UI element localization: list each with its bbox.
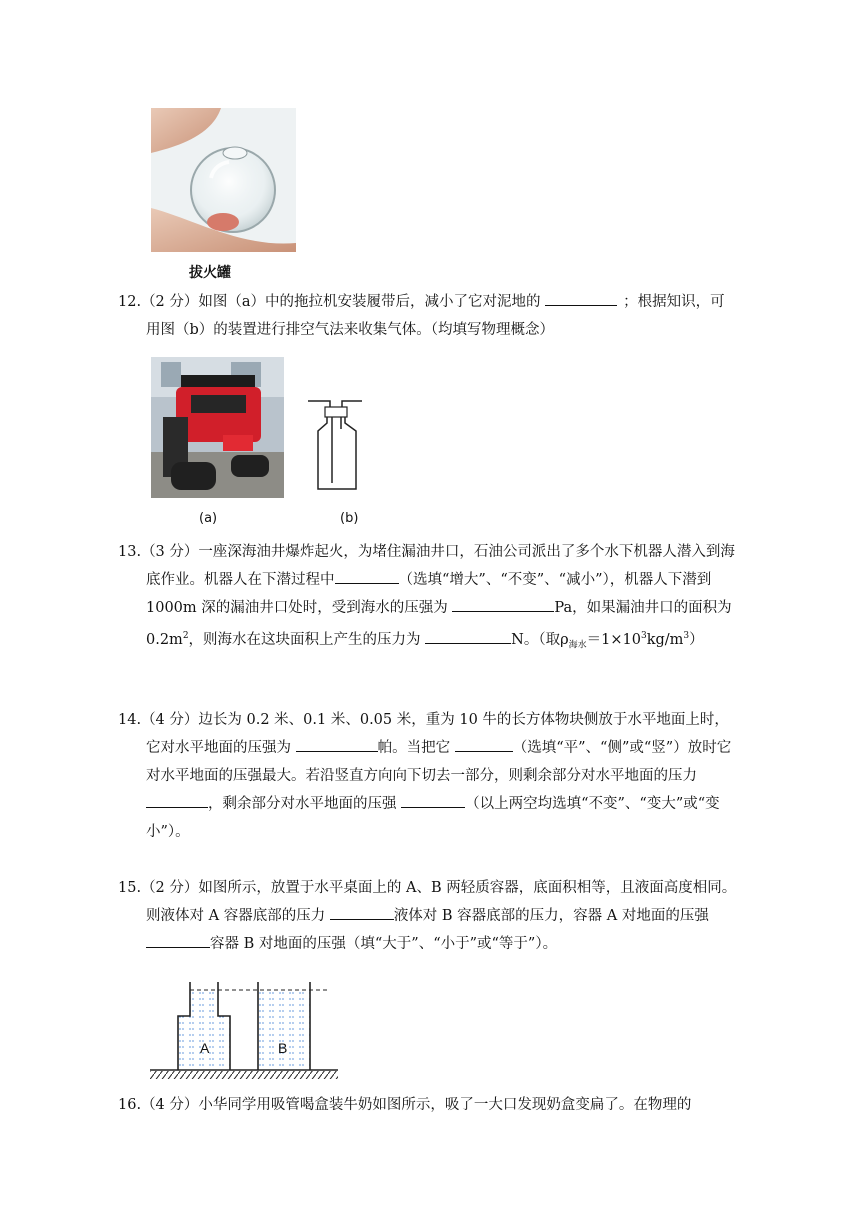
question-text: 如图（a）中的拖拉机安装履带后，减小了它对泥地的 xyxy=(198,294,541,310)
question-13 xyxy=(118,538,738,660)
answer-blank[interactable] xyxy=(335,567,399,584)
question-16 xyxy=(118,1091,738,1119)
question-15 xyxy=(118,874,738,958)
question-score: （4 分） xyxy=(141,1097,199,1113)
question-number: 12. xyxy=(118,294,142,310)
question-text: （以上两空均选填“不变”、“变大”或“变小”）。 xyxy=(146,796,720,840)
superscript: 2 xyxy=(182,631,189,641)
question-text: ，则海水在这块面积上产生的压力为 xyxy=(188,631,421,648)
question-text: ） xyxy=(689,631,704,648)
question-number: 13. xyxy=(118,544,142,560)
question-12 xyxy=(118,288,738,344)
tractor-caption: (a) xyxy=(199,511,218,526)
question-text: kg/m xyxy=(646,631,684,648)
question-score: （2 分） xyxy=(141,880,199,896)
answer-blank[interactable] xyxy=(425,627,511,644)
question-text: 如图所示，放置于水平桌面上的 A、B 两轻质容器，底面积相等，且液面高度相同。则液体对 A 容器底部的压力 xyxy=(146,880,737,924)
question-number: 16. xyxy=(118,1097,142,1113)
answer-blank[interactable] xyxy=(146,791,208,808)
question-number: 14. xyxy=(118,712,142,728)
answer-blank[interactable] xyxy=(452,595,554,612)
cupping-caption: 拔火罐 xyxy=(189,265,231,281)
question-text: ＝1×10 xyxy=(586,631,641,648)
answer-blank[interactable] xyxy=(296,735,378,752)
question-text: 帕。当把它 xyxy=(377,740,451,756)
answer-blank[interactable] xyxy=(455,735,513,752)
question-text: 边长为 0.2 米、0.1 米、0.05 米，重为 10 牛的长方体物块侧放于水平地面上时，它对水平地面的压强为 xyxy=(146,712,729,756)
subscript: 海水 xyxy=(568,640,587,651)
gas-bottle-diagram xyxy=(300,395,370,495)
answer-blank[interactable] xyxy=(330,903,394,920)
question-text: ；根据 xyxy=(623,294,667,310)
container-b-label: B xyxy=(278,1040,288,1056)
bottle-caption: (b) xyxy=(340,511,359,526)
answer-blank[interactable] xyxy=(146,931,210,948)
containers-diagram xyxy=(148,978,343,1084)
question-score: （3 分） xyxy=(141,544,199,560)
question-text: 液体对 B 容器底部的压力，容器 A 对地面的压强 xyxy=(393,908,709,924)
question-score: （2 分） xyxy=(141,294,199,310)
question-text: N。（取ρ xyxy=(511,631,569,648)
answer-blank[interactable] xyxy=(401,791,465,808)
answer-blank[interactable] xyxy=(545,289,617,306)
question-score: （4 分） xyxy=(141,712,199,728)
question-14 xyxy=(118,706,738,846)
container-a-label: A xyxy=(200,1040,210,1056)
superscript: 3 xyxy=(640,631,647,641)
question-text: （选填“平”、“侧”或“竖”）放时它对水平地面的压强最大。若沿竖直方向向下切去一部分，则剩余部分对水平地面的压力 xyxy=(146,740,732,784)
tractor-photo xyxy=(151,357,284,498)
cupping-photo xyxy=(151,108,296,252)
question-text: 容器 B 对地面的压强（填“大于”、“小于”或“等于”）。 xyxy=(210,936,558,952)
question-text: （选填“增大”、“不变”、“减小”），机器人下潜到1000m 深的漏油井口处时，受到海水的压强为 xyxy=(146,572,712,616)
question-text: 小华同学用吸管喝盒装牛奶如图所示，吸了一大口发现奶盒变扁了。在物理的 xyxy=(198,1097,692,1113)
question-text: ，剩余部分对水平地面的压强 xyxy=(208,796,397,812)
question-number: 15. xyxy=(118,880,142,896)
superscript: 3 xyxy=(683,631,690,641)
question-text: 一座深海油井爆炸起火，为堵住漏油井口，石油公司派出了多个水下机器人潜入到海底作业。机器人在下潜过程中 xyxy=(146,544,735,588)
question-text: 知识，可用图（b）的装置进行排空气法来收集气体。（均填写物理概念） xyxy=(146,294,725,338)
question-text: Pa，如果漏油井口的面积为 0.2m xyxy=(146,600,732,648)
